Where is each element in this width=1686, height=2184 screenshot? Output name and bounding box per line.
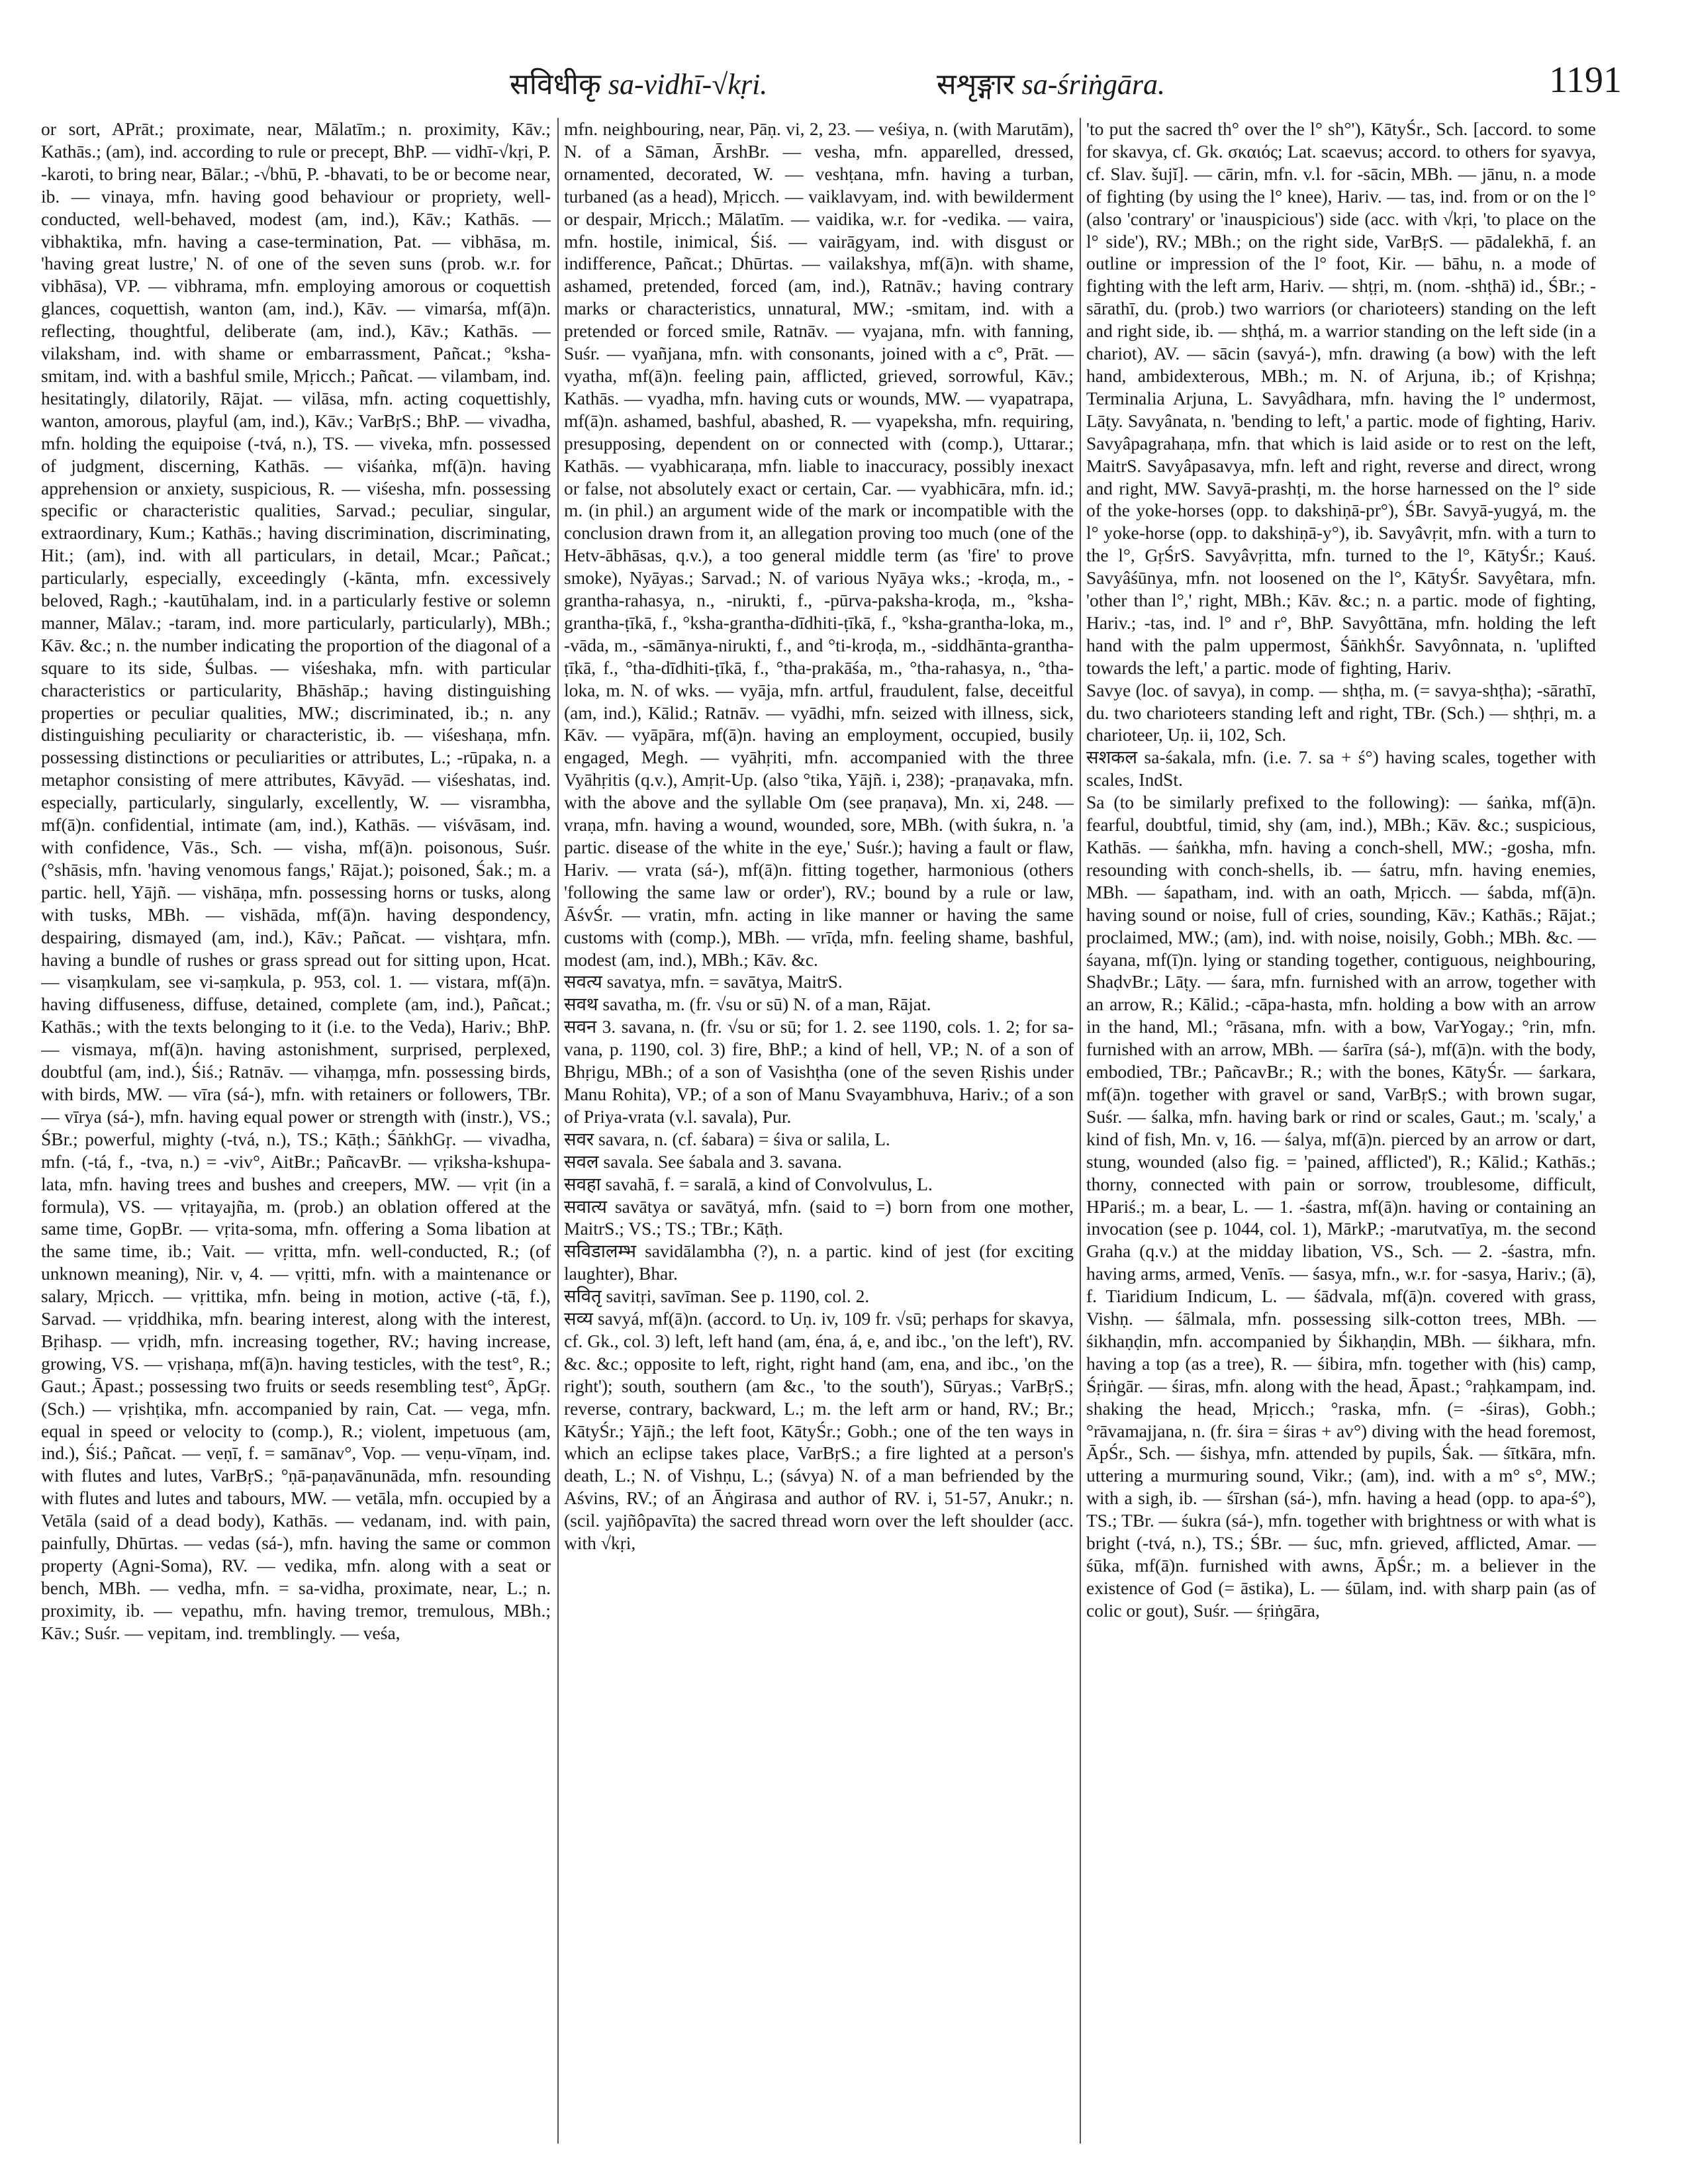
entry-paragraph: or sort, APrāt.; proximate, near, Mālatīm.; n. proximity, Kāv.; Kathās.; (am), ind. according to rule or precept, BhP. — vidhī-√kṛi, P. -karoti, to bring near, Bālar.; -√bhū, P. -bhavati, to be or become near, ib. — vinaya, mfn. having good behaviour or propriety, well-conducted, well-behaved, modest (am, ind.), Kāv.; Kathās. — vibhaktika, mfn. having a case-termination, Pat. — vibhāsa, m. 'having great lustre,' N. of one of the seven suns (prob. w.r. for vibhāsa), VP. — vibhrama, mfn. employing amorous or coquettish glances, coquettish, wanton (am, ind.), Kāv. — vimarśa, mf(ā)n. reflecting, thoughtful, deliberate (am, ind.), Kāv.; Kathās. — vilaksham, ind. with shame or embarrassment, Pañcat.; °ksha-smitam, ind. with a bashful smile, Mṛicch.; Pañcat. — vilambam, ind. hesitatingly, dilatorily, Rājat. — vilāsa, mfn. acting coquettishly, wanton, amorous, playful (am, ind.), Kāv.; VarBṛS.; BhP. — vivadha, mfn. holding the equipoise (-tvá, n.), TS. — viveka, mfn. possessed of judgment, discerning, Kathās. — viśaṅka, mf(ā)n. having apprehension or anxiety, suspicious, R. — viśesha, mfn. possessing specific or characteristic qualities, Sarvad.; peculiar, singular, extraordinary, Kum.; Kathās.; having discrimination, discriminating, Hit.; (am), ind. with all particulars, in detail, Mcar.; Pañcat.; particularly, especially, exceedingly (-kānta, mfn. excessively beloved, Ragh.; -kautūhalam, ind. in a particularly festive or solemn manner, Mālav.; -taram, ind. more particularly, particularly), MBh.; Kāv. &c.; n. the number indicating the proportion of the diagonal of a square to its side, Śulbas. — viśeshaka, mfn. with particular characteristics or particularity, Bhāshāp.; having distinguishing properties or peculiar qualities, MW.; discriminated, ib.; n. any distinguishing peculiarity or characteristic, ib. — viśeshaṇa, mfn. possessing distinctions or peculiarities or attributes, L.; -rūpaka, n. a metaphor consisting of mere attributes, Kāvyād. — viśeshatas, ind. especially, particularly, singularly, excellently, W. — visrambha, mf(ā)n. confidential, intimate (am, ind.), Kathās. — viśvāsam, ind. with confidence, Vās., Sch. — visha, mf(ā)n. poisonous, Suśr. (°shāsis, mfn. 'having venomous fangs,' Rājat.); poisoned, Śak.; m. a partic. hell, Yājñ. — vishāṇa, mfn. possessing horns or tusks, along with tusks, MBh. — vishāda, mf(ā)n. having despondency, despairing, dismayed (am, ind.), Kāv.; Pañcat. — vishṭara, mfn. having a bundle of rushes or grass spread out for sitting upon, Hcat. — visaṃkulam, see vi-saṃkula, p. 953, col. 1. — vistara, mf(ā)n. having diffuseness, diffuse, detained, complete (am, ind.), Pañcat.; Kathās.; with the texts belonging to it (i.e. to the Veda), Hariv.; BhP. — vismaya, mf(ā)n. having astonishment, surprised, perplexed, doubtful (am, ind.), Śiś.; Ratnāv. — vihaṃga, mfn. possessing birds, with birds, MW. — vīra (sá-), mfn. with retainers or followers, TBr. — vīrya (sá-), mfn. having equal power or strength with (instr.), VS.; ŚBr.; powerful, mighty (-tvá, n.), TS.; Kāṭh.; ŚāṅkhGṛ. — vivadha, mfn. (-tá, f., -tva, n.) = -viv°, AitBr.; PañcavBr. — vṛiksha-kshupa-lata, mfn. having trees and bushes and creepers, MW. — vṛit (in a formula), VS. — vṛitayajña, m. (prob.) an oblation offered at the same time, GopBr. — vṛita-soma, mfn. offering a Soma libation at the same time, ib.; Vait. — vṛitta, mfn. well-conducted, R.; (of unknown meaning), Nir. v, 4. — vṛitti, mfn. with a maintenance or salary, Mṛicch. — vṛittika, mfn. being in motion, active (-tā, f.), Sarvad. — vṛiddhika, mfn. bearing interest, along with the interest, Bṛihasp. — vṛidh, mfn. increasing together, RV.; having increase, growing, VS. — vṛishaṇa, mf(ā)n. having testicles, with the test°, R.; Gaut.; Āpast.; possessing two fruits or seeds resembling test°, ĀpGṛ. (Sch.) — vṛishṭika, mfn. accompanied by rain, Cat. — vega, mfn. equal in speed or velocity to (comp.), R.; violent, impetuous (am, ind.), Śiś.; Pañcat. — veṇī, f. = samānav°, Vop. — veṇu-vīṇam, ind. with flutes and lutes, VarBṛS.; °ṇā-paṇavānunāda, mfn. resounding with flutes and lutes and tabours, MW. — vetāla, mfn. occupied by a Vetāla (said of a dead body), Kathās. — vedanam, ind. with pain, painfully, Dhūrtas. — vedas (sá-), mfn. having the same or common property (Agni-Soma), RV. — vedika, mfn. along with a seat or bench, MBh. — vedha, mfn. = sa-vidha, proximate, near, L.; n. proximity, ib. — vepathu, mfn. having tremor, tremulous, MBh.; Kāv.; Suśr. — vepitam, ind. tremblingly. — veśa, bbox=[41, 119, 551, 1643]
entry-savatya-2: सवात्य savātya or savātyá, mfn. (said to =) born from one mother, MaitrS.; VS.; TS.; TBr.; Kāṭh. bbox=[564, 1196, 1074, 1239]
center-running-head bbox=[937, 63, 1165, 103]
page-header bbox=[40, 60, 1655, 109]
entry-sa-prefix: Sa (to be similarly prefixed to the following): — śaṅka, mf(ā)n. fearful, doubtful, timid, shy (am, ind.), MBh.; Kāv. &c.; suspicious, Kathās. — śaṅkha, mfn. having a conch-shell, MW.; -gosha, mfn. resounding with conch-shells, ib. — śatru, mfn. having enemies, MBh. — śapatham, ind. with an oath, Mṛicch. — śabda, mf(ā)n. having sound or noise, full of cries, sounding, Kāv.; Kathās.; Rājat.; proclaimed, MW.; (am), ind. with noise, noisily, Gobh.; MBh. &c. — śayana, mf(ī)n. lying or standing together, contiguous, neighbouring, ShaḍvBr.; Lāṭy. — śara, mfn. furnished with an arrow, together with an arrow, R.; Kālid.; -cāpa-hasta, mfn. holding a bow with an arrow in the hand, Ml.; °rāsana, mfn. with a bow, VarYogay.; °rin, mfn. furnished with an arrow, MBh. — śarīra (sá-), mf(ā)n. with the body, embodied, TBr.; PañcavBr.; R.; with the bones, KātyŚr. — śarkara, mf(ā)n. together with gravel or sand, VarBṛS.; with brown sugar, Suśr. — śalka, mfn. having bark or rind or scales, Gaut.; m. 'scaly,' a kind of fish, Mn. v, 16. — śalya, mf(ā)n. pierced by an arrow or dart, stung, wounded (also fig. = 'pained, afflicted'), R.; Kālid.; Kathās.; thorny, connected with pain or sorrow, troublesome, difficult, HPariś.; m. a bear, L. — 1. -śastra, mf(ā)n. having or containing an invocation (see p. 1044, col. 1), MārkP.; -marutvatīya, m. the second Graha (q.v.) at the midday libation, VS., Sch. — 2. -śastra, mfn. having arms, armed, Venīs. — śasya, mfn., w.r. for -sasya, Hariv.; (ā), f. Tiaridium Indicum, L. — śādvala, mf(ā)n. covered with grass, Vishṇ. — śālmala, mfn. possessing silk-cotton trees, MBh. — śikhaṇḍin, mfn. accompanied by Śikhaṇḍin, MBh. — śikhara, mfn. having a top (as a tree), R. — śibira, mfn. together with (his) camp, Śṛiṅgār. — śiras, mfn. along with the head, Āpast.; °raḥkampam, ind. shaking the head, Mṛicch.; °raska, mfn. (= -śiras), Gobh.; °rāvamajjana, n. (fr. śira = śiras + av°) diving with the head foremost, ĀpŚr., Sch. — śishya, mfn. attended by pupils, Śak. — śītkāra, mfn. uttering a murmuring sound, Vikr.; (am), ind. with a m° s°, MW.; with a sigh, ib. — śīrshan (sá-), mfn. having a head (opp. to apa-ś°), TS.; TBr. — śukra (sá-), mfn. together with brightness or with what is bright (-tvá, n.), TS.; ŚBr. — śuc, mfn. grieved, afflicted, Amar. — śūka, mf(ā)n. furnished with awns, ĀpŚr.; m. a believer in the existence of God (= āstika), L. — śūlam, ind. with sharp pain (as of colic or gout), Suśr. — śṛiṅgāra, bbox=[1086, 792, 1596, 1621]
entry-savidalambha: सविडालम्भ savidālambha (?), n. a partic. kind of jest (for exciting laughter), Bhar. bbox=[564, 1241, 1074, 1284]
left-head-devanagari: सविधीकृ bbox=[510, 68, 601, 101]
entry-savana: सवन 3. savana, n. (fr. √su or sū; for 1. 2. see 1190, cols. 1. 2; for sa-vana, p. 1190, col. 3) fire, BhP.; a kind of hell, VP.; N. of a son of Bhṛigu, MBh.; of a son of Vasishṭha (one of the seven Ṛishis under Manu Rohita), VP.; of a son of Manu Svayambhuva, Hariv.; of a son of Priya-vrata (v.l. savala), Pur. bbox=[564, 1016, 1074, 1127]
column-divider bbox=[557, 118, 559, 2144]
entry-savaha: सवहा savahā, f. = saralā, a kind of Convolvulus, L. bbox=[564, 1173, 933, 1194]
entry-savara: सवर savara, n. (cf. śabara) = śiva or salila, L. bbox=[564, 1128, 890, 1149]
page-number: 1191 bbox=[1549, 60, 1622, 101]
center-head-roman: sa-śriṅgāra. bbox=[1021, 68, 1165, 101]
dictionary-column-1 bbox=[41, 118, 551, 2150]
entry-savatya: सवत्य savatya, mfn. = savātya, MaitrS. bbox=[564, 971, 843, 992]
entry-savatha: सवथ savatha, m. (fr. √su or sū) N. of a man, Rājat. bbox=[564, 994, 931, 1015]
entry-paragraph: mfn. neighbouring, near, Pāṇ. vi, 2, 23. — veśiya, n. (with Marutām), N. of a Sāman, ĀrshBr. — vesha, mfn. apparelled, dressed, ornamented, decorated, W. — veshṭana, mfn. having a turban, turbaned (as a head), Mṛicch. — vaiklavyam, ind. with bewilderment or despair, Mṛicch.; Mālatīm. — vaidika, w.r. for -vedika. — vaira, mfn. hostile, inimical, Śiś. — vairāgyam, ind. with disgust or indifference, Pañcat.; Dhūrtas. — vailakshya, mf(ā)n. with shame, ashamed, pretended, forced (am, ind.), Ratnāv.; having contrary marks or characteristics, unnatural, MW.; -smitam, ind. with a pretended or forced smile, Ratnāv. — vyajana, mfn. with fanning, Suśr. — vyañjana, mfn. with consonants, joined with a c°, Prāt. — vyatha, mf(ā)n. feeling pain, afflicted, grieved, sorrowful, Kāv.; Kathās. — vyadha, mfn. having cuts or wounds, MW. — vyapatrapa, mf(ā)n. ashamed, bashful, abashed, R. — vyapeksha, mfn. requiring, presupposing, dependent on or connected with (comp.), Uttarar.; Kathās. — vyabhicaraṇa, mfn. liable to inaccuracy, possibly inexact or false, not absolutely exact or certain, Car. — vyabhicāra, mfn. id.; m. (in phil.) an argument wide of the mark or incompatible with the conclusion drawn from it, an allegation proving too much (one of the Hetv-ābhāsas, q.v.), a too general middle term (as 'fire' to prove smoke), Nyāyas.; Sarvad.; N. of various Nyāya wks.; -kroḍa, m., -grantha-rahasya, n., -nirukti, f., -pūrva-paksha-kroḍa, m., °ksha-grantha-ṭīkā, f., °ksha-grantha-dīdhiti-ṭīkā, f., °ksha-grantha-loka, m., -vāda, m., -sāmānya-nirukti, f., and °ti-kroḍa, m., -siddhānta-grantha-ṭīkā, f., °tha-dīdhiti-ṭīkā, f., °tha-prakāśa, m., °tha-rahasya, n., °tha-loka, m. N. of wks. — vyāja, mfn. artful, fraudulent, false, deceitful (am, ind.), Kālid.; Ratnāv. — vyādhi, mfn. seized with illness, sick, Kāv. — vyāpāra, mf(ā)n. having an employment, occupied, busily engaged, Megh. — vyāhṛiti, mfn. accompanied with the three Vyāhṛitis (q.v.), Amṛit-Up. (also °tika, Yājñ. i, 238); -praṇavaka, mfn. with the above and the syllable Om (see praṇava), Mn. xi, 248. — vraṇa, mfn. having a wound, wounded, sore, MBh. (with śukra, n. 'a partic. disease of the white in the eye,' Suśr.); having a fault or flaw, Hariv. — vrata (sá-), mf(ā)n. fitting together, harmonious (others 'following the same law or order'), RV.; bound by a rule or law, ĀśvŚr. — vratin, mfn. acting in like manner or having the same customs with (comp.), MBh. — vrīḍa, mfn. feeling shame, bashful, modest (am, ind.), MBh.; Kāv. &c. bbox=[564, 119, 1074, 970]
entry-savitri: सवितृ savitṛi, savīman. See p. 1190, col. 2. bbox=[564, 1286, 870, 1307]
left-head-roman: sa-vidhī-√kṛi. bbox=[608, 68, 768, 101]
left-running-head bbox=[510, 63, 767, 103]
entry-savala: सवल savala. See śabala and 3. savana. bbox=[564, 1151, 842, 1172]
entry-sa-sakala: सशकल sa-śakala, mfn. (i.e. 7. sa + ś°) having scales, together with scales, IndSt. bbox=[1086, 747, 1596, 790]
entry-savye: Savye (loc. of savya), in comp. — shṭha, m. (= savya-shṭha); -sārathī, du. two charioteers standing left and right, TBr. (Sch.) — shṭhṛi, m. a charioteer, Uṇ. ii, 102, Sch. bbox=[1086, 679, 1596, 745]
entry-paragraph: 'to put the sacred th° over the l° sh°'), KātyŚr., Sch. [accord. to some for skavya, cf. Gk. σκαιός; Lat. scaevus; accord. to others for syavya, cf. Slav. šujĭ]. — cārin, mfn. v.l. for -sācin, MBh. — jānu, n. a mode of fighting (by using the l° knee), Hariv. — tas, ind. from or on the l° (also 'contrary' or 'inauspicious') side (acc. with √kṛi, 'to place on the l° side'), RV.; MBh.; on the right side, VarBṛS. — pādalekhā, f. an outline or impression of the l° foot, Kir. — bāhu, n. a mode of fighting with the left arm, Hariv. — shṭṛi, m. (nom. -shṭhā) id., ŚBr.; -sārathī, du. (prob.) two warriors (or charioteers) standing on the left and right side, ib. — shṭhá, m. a warrior standing on the left side (in a chariot), AV. — sācin (savyá-), mfn. drawing (a bow) with the left hand, ambidexterous, MBh.; m. N. of Arjuna, ib.; of Kṛishṇa; Terminalia Arjuna, L. Savyâdhara, mfn. having the l° undermost, Lāṭy. Savyânata, n. 'bending to left,' a partic. mode of fighting, Hariv. Savyâpagrahaṇa, mfn. that which is laid aside or to rest on the left, MaitrS. Savyâpasavya, mfn. left and right, reverse and direct, wrong and right, MW. Savyā-prashṭi, m. the horse harnessed on the l° side of the yoke-horses (opp. to dakshiṇā-pr°), ŚBr. Savyā-yugyá, m. the l° yoke-horse (opp. to dakshiṇā-y°), ib. Savyâvṛit, mfn. with a turn to the l°, GṛŚrS. Savyâvṛitta, mfn. turned to the l°, KātyŚr.; Kauś. Savyâśūnya, mfn. not loosened on the l°, KātyŚr. Savyêtara, mfn. 'other than l°,' right, MBh.; Kāv. &c.; n. a partic. mode of fighting, Hariv.; -tas, ind. l° and r°, BhP. Savyôttāna, mfn. holding the left hand with the palm uppermost, ŚāṅkhŚr. Savyônnata, n. 'uplifted towards the left,' a partic. mode of fighting, Hariv. bbox=[1086, 119, 1596, 678]
entry-savya: सव्य savyá, mf(ā)n. (accord. to Uṇ. iv, 109 fr. √sū; perhaps for skavya, cf. Gk., col. 3) left, left hand (am, éna, á, e, and ibc., 'on the left'), RV. &c. &c.; opposite to left, right, right hand (am, ena, and ibc., 'on the right'); south, southern (am &c., 'to the south'), Sūryas.; VarBṛS.; reverse, contrary, backward, L.; m. the left arm or hand, RV.; Br.; KātyŚr.; Yājñ.; the left foot, KātyŚr.; Gobh.; one of the ten ways in which an eclipse takes place, VarBṛS.; a fire lighted at a person's death, L.; N. of Vishṇu, L.; (sávya) N. of a man befriended by the Aśvins, RV.; of an Āṅgirasa and author of RV. i, 51-57, Anukr.; n. (scil. yajñôpavīta) the sacred thread worn over the left shoulder (acc. with √kṛi, bbox=[564, 1308, 1074, 1554]
dictionary-column-3 bbox=[1086, 118, 1596, 2150]
dictionary-column-2 bbox=[564, 118, 1074, 2150]
column-divider bbox=[1080, 118, 1081, 2144]
center-head-devanagari: सशृङ्गार bbox=[937, 68, 1015, 101]
